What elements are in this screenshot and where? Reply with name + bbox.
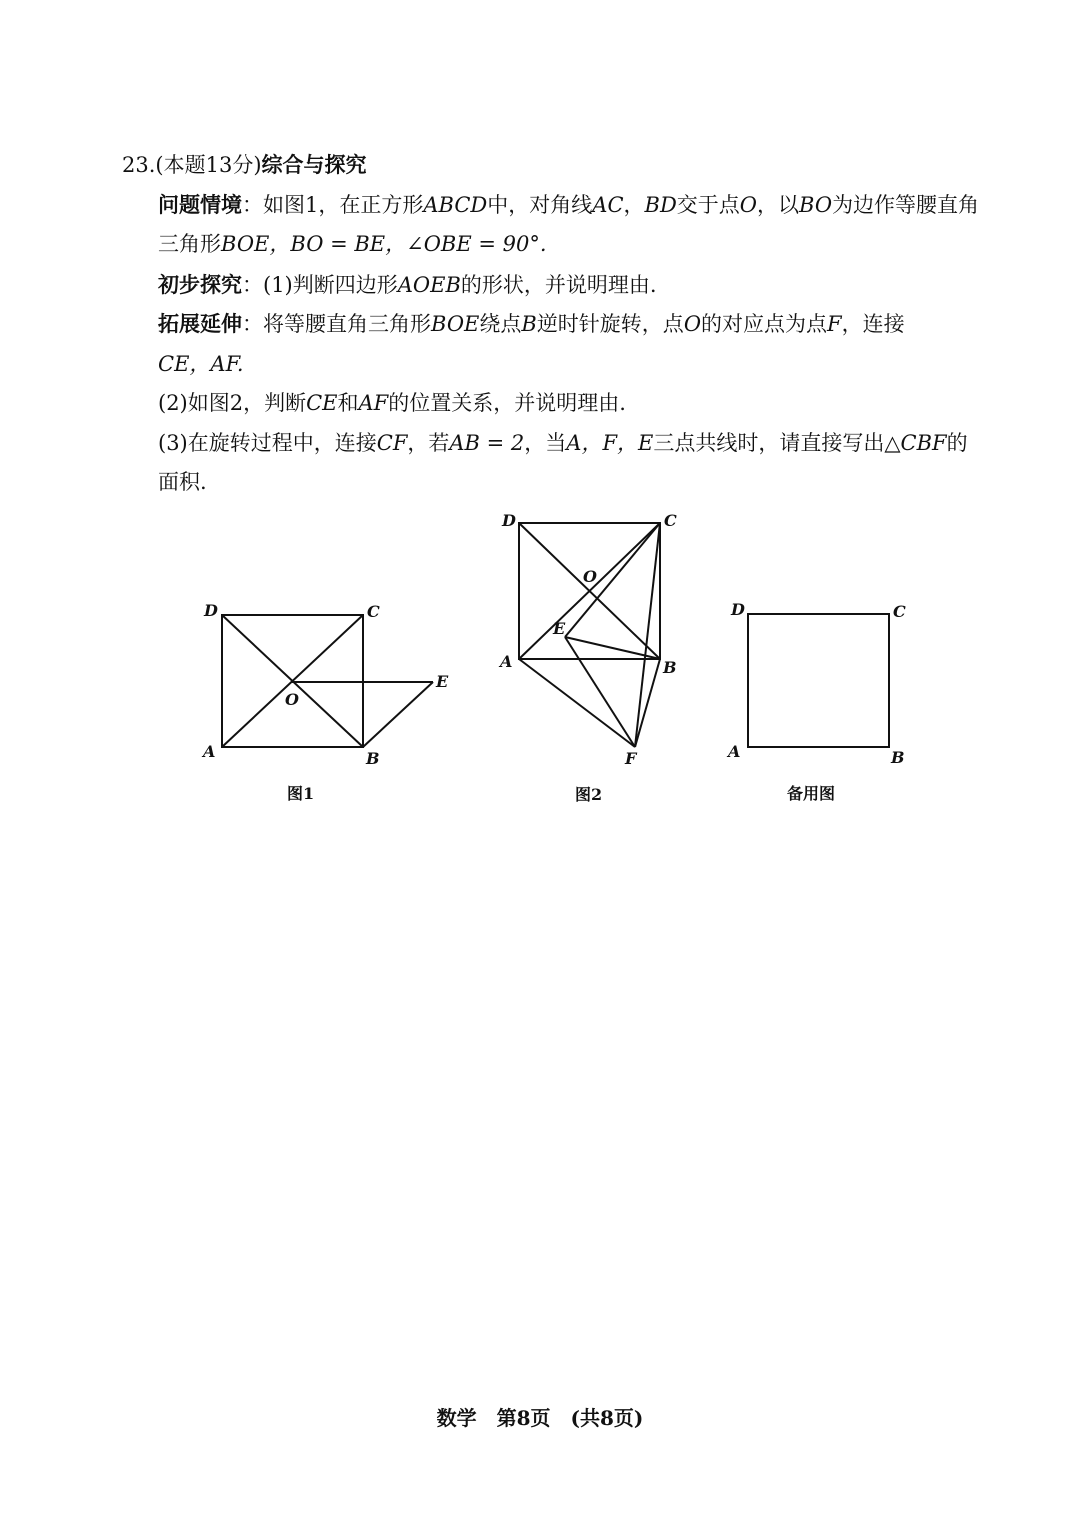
text-fragment: 的形状，并说明理由. xyxy=(460,273,657,297)
math-o: O xyxy=(739,193,758,217)
text-fragment: 面积. xyxy=(158,470,207,494)
label-e: E xyxy=(436,672,449,691)
situation-line-2 xyxy=(158,229,998,259)
label-a: A xyxy=(728,742,741,761)
label-d: D xyxy=(502,511,516,530)
figure-1-caption: 图1 xyxy=(287,784,315,803)
text-fragment: 三角形 xyxy=(158,232,221,256)
label-o: O xyxy=(285,690,299,709)
label-b: B xyxy=(663,658,677,677)
math-aoeb: AOEB xyxy=(397,273,461,297)
label-b: B xyxy=(891,748,905,767)
situation-line-1 xyxy=(158,190,998,220)
math-f: F xyxy=(827,312,842,336)
text-fragment: 的 xyxy=(946,431,968,455)
text-fragment: ， xyxy=(623,193,645,217)
math-bo: BO xyxy=(799,193,833,217)
figure-backup-caption: 备用图 xyxy=(787,784,836,803)
label-d: D xyxy=(204,601,218,620)
label-d: D xyxy=(731,600,745,619)
figure-2-caption: 图2 xyxy=(575,785,603,804)
text-fragment: (3)在旋转过程中，连接 xyxy=(158,431,377,455)
question-number: 23. xyxy=(122,153,156,177)
label-c: C xyxy=(893,602,906,621)
math-boe: BOE xyxy=(431,312,480,336)
label-o: O xyxy=(583,567,597,586)
math-ce-af: CE，AF. xyxy=(158,352,244,376)
figure-2-diagram xyxy=(495,505,695,775)
text-fragment: 的对应点为点 xyxy=(701,312,828,336)
text-fragment: ，连接 xyxy=(841,312,905,336)
part-3-line-2 xyxy=(158,467,998,497)
explore-label: 初步探究 xyxy=(158,272,242,297)
math-boe-condition: BOE，BO = BE，∠OBE = 90°. xyxy=(221,232,547,256)
text-fragment: 为边作等腰直角 xyxy=(832,193,980,217)
math-ab-eq: AB = 2 xyxy=(449,431,525,455)
extend-label: 拓展延伸 xyxy=(158,311,242,336)
math-abcd: ABCD xyxy=(423,193,488,217)
text-fragment: ，若 xyxy=(407,431,450,455)
page-footer: 数学 第8页 (共8页) xyxy=(436,1406,644,1430)
text-fragment: ：如图1，在正方形 xyxy=(242,193,424,217)
math-cf: CF xyxy=(376,431,408,455)
math-o: O xyxy=(683,312,702,336)
text-fragment: ，以 xyxy=(757,193,800,217)
extend-line-2 xyxy=(158,349,998,379)
segment-af xyxy=(519,659,635,747)
extend-line-1 xyxy=(158,309,998,339)
math-b: B xyxy=(521,312,537,336)
label-a: A xyxy=(203,742,216,761)
label-a: A xyxy=(500,652,513,671)
text-fragment: 中，对角线 xyxy=(487,193,593,217)
math-bd: BD xyxy=(644,193,677,217)
text-fragment: ：将等腰直角三角形 xyxy=(242,312,431,336)
part-3-line-1 xyxy=(158,428,998,458)
square-abcd xyxy=(748,614,889,747)
situation-label: 问题情境 xyxy=(158,192,242,217)
label-f: F xyxy=(625,749,637,768)
figure-backup-diagram xyxy=(725,595,915,775)
text-fragment: ：(1)判断四边形 xyxy=(242,273,398,297)
label-c: C xyxy=(664,511,677,530)
text-fragment: 逆时针旋转，点 xyxy=(536,312,684,336)
label-e: E xyxy=(553,619,566,638)
text-fragment: ，当 xyxy=(524,431,567,455)
label-b: B xyxy=(366,749,380,768)
question-header xyxy=(122,150,367,180)
math-afe: A，F，E xyxy=(566,431,654,455)
segment-ef xyxy=(565,637,635,747)
question-topic: 综合与探究 xyxy=(261,152,367,177)
math-af: AF xyxy=(358,391,389,415)
explore-line xyxy=(158,270,998,300)
math-ce: CE xyxy=(306,391,338,415)
text-fragment: 交于点 xyxy=(676,193,740,217)
segment-be xyxy=(363,682,433,747)
text-fragment: 绕点 xyxy=(479,312,522,336)
text-fragment: 的位置关系，并说明理由. xyxy=(388,391,626,415)
segment-bf xyxy=(635,659,660,747)
text-fragment: (2)如图2，判断 xyxy=(158,391,307,415)
figure-1-diagram xyxy=(190,595,470,775)
label-c: C xyxy=(367,602,380,621)
question-meta: (本题13分) xyxy=(155,153,262,177)
segment-cf xyxy=(635,523,660,747)
part-2-line xyxy=(158,388,998,418)
math-ac: AC xyxy=(592,193,624,217)
text-fragment: 三点共线时，请直接写出△ xyxy=(653,431,901,455)
text-fragment: 和 xyxy=(337,391,359,415)
math-cbf: CBF xyxy=(900,431,947,455)
